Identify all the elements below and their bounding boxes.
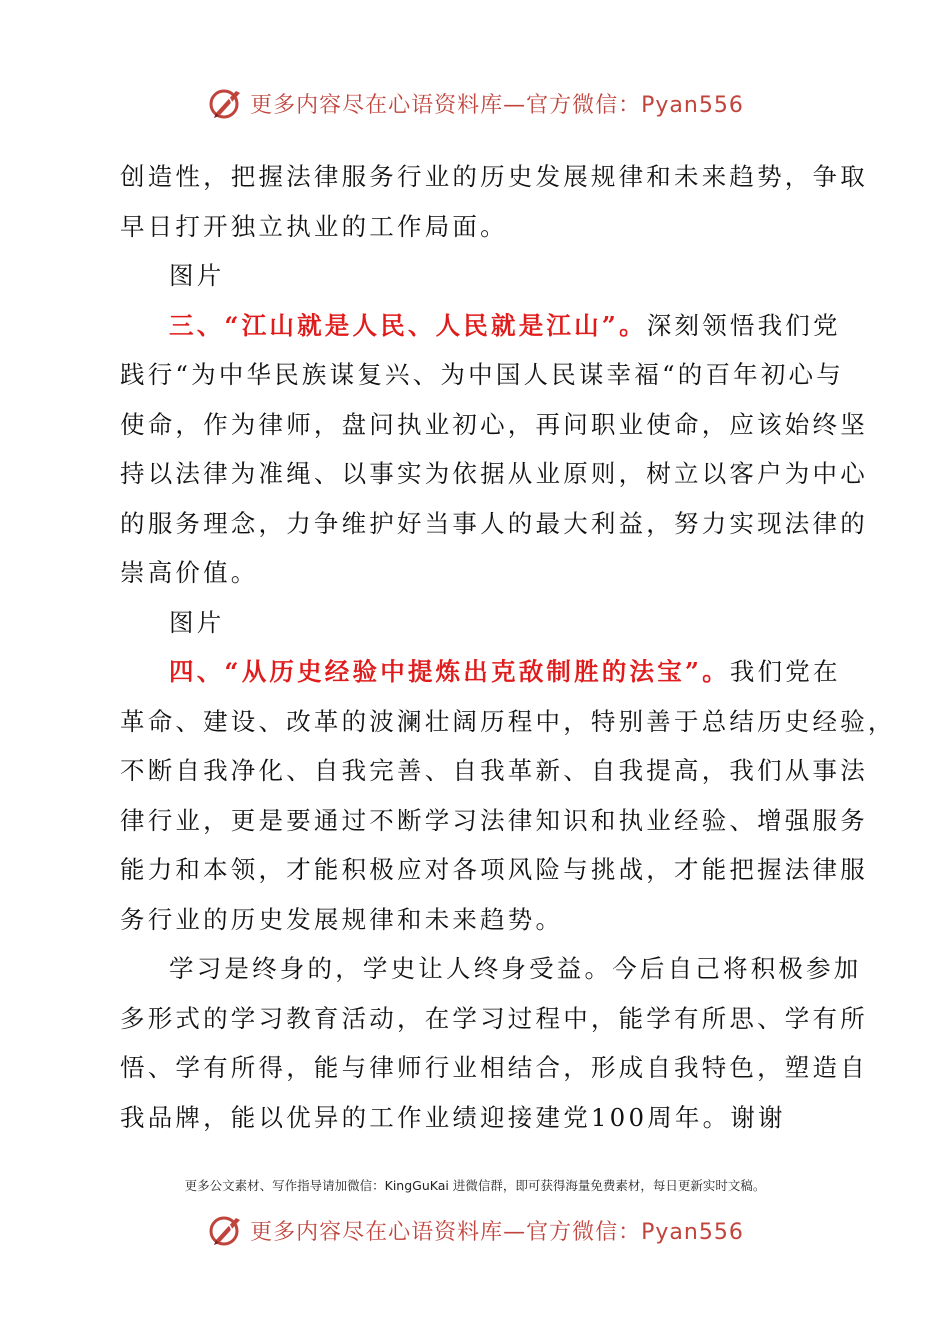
section-3-heading: 三、“江山就是人民、人民就是江山”。 xyxy=(169,310,647,340)
body-line: 多形式的学习教育活动，在学习过程中，能学有所思、学有所 xyxy=(120,1003,868,1033)
body-line: 学习是终身的，学史让人终身受益。今后自己将积极参加 xyxy=(169,954,862,983)
body-line: 使命，作为律师，盘问执业初心，再问职业使命，应该始终坚 xyxy=(120,409,868,439)
footer-watermark xyxy=(0,1205,950,1255)
body-line: 创造性，把握法律服务行业的历史发展规律和未来趋势，争取 xyxy=(120,162,868,191)
body-line: 能力和本领，才能积极应对各项风险与挑战，才能把握法律服 xyxy=(120,855,868,884)
body-line: 早日打开独立执业的工作局面。 xyxy=(120,211,508,241)
section-3-lead: 深刻领悟我们党 xyxy=(646,310,841,340)
body-line: 崇高价值。 xyxy=(120,558,259,587)
section-4-lead: 我们党在 xyxy=(729,657,841,686)
section-4-first-line xyxy=(120,647,841,697)
body-line: 务行业的历史发展规律和未来趋势。 xyxy=(120,904,564,934)
body-line: 践行“为中华民族谋复兴、为中国人民谋幸福“的百年初心与 xyxy=(120,360,844,389)
image-placeholder-label: 图片 xyxy=(169,607,225,637)
section-3-first-line xyxy=(120,301,841,351)
body-line: 革命、建设、改革的波澜壮阔历程中，特别善于总结历史经验， xyxy=(120,706,896,736)
pen-logo-icon xyxy=(206,83,246,123)
watermark-text: 更多内容尽在心语资料库—官方微信：Pyan556 xyxy=(250,1219,744,1245)
image-placeholder-label: 图片 xyxy=(169,261,225,290)
body-line: 悟、学有所得，能与律师行业相结合，形成自我特色，塑造自 xyxy=(120,1053,868,1082)
pen-logo-icon xyxy=(206,1210,246,1250)
document-body xyxy=(120,152,896,1142)
body-line: 持以法律为准绳、以事实为依据从业原则，树立以客户为中心 xyxy=(120,459,868,488)
body-line: 不断自我净化、自我完善、自我革新、自我提高，我们从事法 xyxy=(120,756,868,785)
body-line: 的服务理念，力争维护好当事人的最大利益，努力实现法律的 xyxy=(120,508,868,538)
section-4-heading: 四、“从历史经验中提炼出克敌制胜的法宝”。 xyxy=(169,657,730,686)
body-line: 我品牌，能以优异的工作业绩迎接建党100周年。谢谢 xyxy=(120,1102,786,1132)
header-watermark xyxy=(0,78,950,128)
footer-note: 更多公文素材、写作指导请加微信：KingGuKai 进微信群，即可获得海量免费素材，每日更新实时文稿。 xyxy=(184,1178,766,1193)
body-line: 律行业，更是要通过不断学习法律知识和执业经验、增强服务 xyxy=(120,805,868,835)
watermark-text: 更多内容尽在心语资料库—官方微信：Pyan556 xyxy=(250,92,744,118)
